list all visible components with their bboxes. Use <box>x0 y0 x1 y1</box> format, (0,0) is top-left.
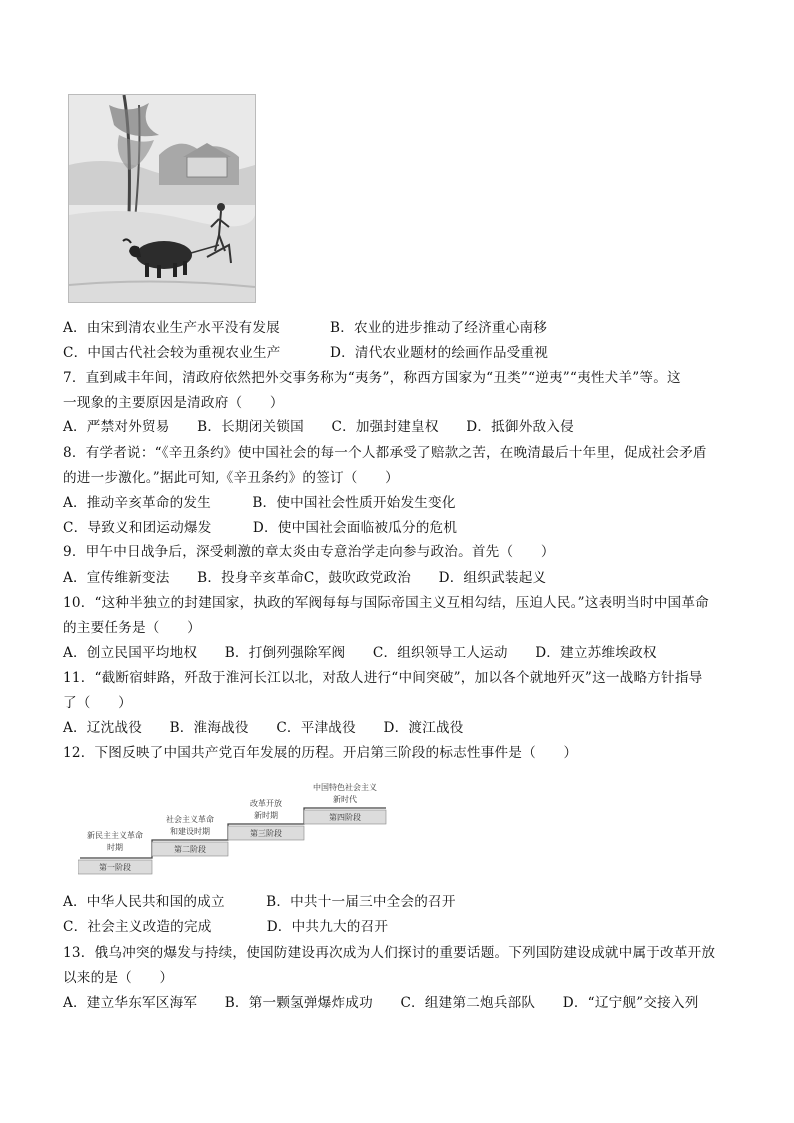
stage3-tag: 第三阶段 <box>250 829 282 838</box>
stage3-label-line1: 改革开放 <box>250 799 282 808</box>
q11-options: A．辽沈战役 B．淮海战役 C．平津战役 D．渡江战役 <box>63 720 464 736</box>
party-history-stages-diagram <box>78 780 388 875</box>
q13-stem-line1: 13．俄乌冲突的爆发与持续，使国防建设再次成为人们探讨的重要话题。下列国防建设成就中属于改革开放 <box>63 945 716 961</box>
q6-option-b: B．农业的进步推动了经济重心南移 <box>330 320 548 336</box>
q10-stem-line2: 的主要任务是（ ） <box>63 620 201 636</box>
stage3-label-line2: 新时期 <box>254 811 278 820</box>
q11-stem-line1: 11．“截断宿蚌路，歼敌于淮河长江以北，对敌人进行“中间突破”，加以各个就地歼灭”这一战略方针指导 <box>63 670 703 686</box>
q7-stem-line2: 一现象的主要原因是清政府（ ） <box>63 395 284 411</box>
stage1-label-line1: 新民主主义革命 <box>87 831 143 840</box>
q6-option-d: D．清代农业题材的绘画作品受重视 <box>330 345 549 361</box>
q11-stem-line2: 了（ ） <box>63 695 132 711</box>
stage2-tag: 第二阶段 <box>174 845 206 854</box>
stage2-label-line2: 和建设时期 <box>170 827 210 836</box>
q9-stem: 9．甲午中日战争后，深受刺激的章太炎由专意治学走向参与政治。首先（ ） <box>63 544 555 560</box>
q8-stem-line1: 8．有学者说：“《辛丑条约》使中国社会的每一个人都承受了赔款之苦，在晚清最后十年里，促成社会矛盾 <box>63 445 707 461</box>
stage2-label-line1: 社会主义革命 <box>166 815 214 824</box>
q9-options: A．宣传维新变法 B．投身辛亥革命C，鼓吹政党政治 D．组织武装起义 <box>63 570 547 586</box>
q12-options-ab: A．中华人民共和国的成立 B．中共十一届三中全会的召开 <box>63 894 456 910</box>
q6-option-c: C．中国古代社会较为重视农业生产 <box>63 345 281 361</box>
q10-stem-line1: 10．“这种半独立的封建国家，执政的军阀每每与国际帝国主义互相勾结，压迫人民。”这表明当时中国革命 <box>63 595 709 611</box>
q10-options: A．创立民国平均地权 B．打倒列强除军阀 C．组织领导工人运动 D．建立苏维埃政权 <box>63 645 657 661</box>
q12-stem: 12．下图反映了中国共产党百年发展的历程。开启第三阶段的标志性事件是（ ） <box>63 745 578 761</box>
q7-stem-line1: 7．直到咸丰年间，清政府依然把外交事务称为“夷务”，称西方国家为“丑类”“逆夷”“夷性犬羊”等。这 <box>63 370 681 386</box>
q7-options: A．严禁对外贸易 B．长期闭关锁国 C．加强封建皇权 D．抵御外敌入侵 <box>63 419 574 435</box>
q6-option-a: A．由宋到清农业生产水平没有发展 <box>63 320 280 336</box>
painting-illustration <box>69 95 255 302</box>
q8-options-ab: A．推动辛亥革命的发生 B．使中国社会性质开始发生变化 <box>63 495 456 511</box>
stage4-label-line1: 中国特色社会主义 <box>313 783 377 792</box>
stage4-label-line2: 新时代 <box>333 795 357 804</box>
q8-options-cd: C．导致义和团运动爆发 D．使中国社会面临被瓜分的危机 <box>63 520 458 536</box>
farming-painting-image <box>68 94 256 303</box>
q8-stem-line2: 的进一步激化。”据此可知,《辛丑条约》的签订（ ） <box>63 470 399 486</box>
q13-stem-line2: 以来的是（ ） <box>63 970 174 986</box>
stage1-tag: 第一阶段 <box>99 863 131 872</box>
q13-options: A．建立华东军区海军 B．第一颗氢弹爆炸成功 C．组建第二炮兵部队 D．“辽宁舰”交接入列 <box>63 995 699 1011</box>
stage1-label-line2: 时期 <box>107 843 123 852</box>
stage4-tag: 第四阶段 <box>329 813 361 822</box>
q12-options-cd: C．社会主义改造的完成 D．中共九大的召开 <box>63 919 389 935</box>
